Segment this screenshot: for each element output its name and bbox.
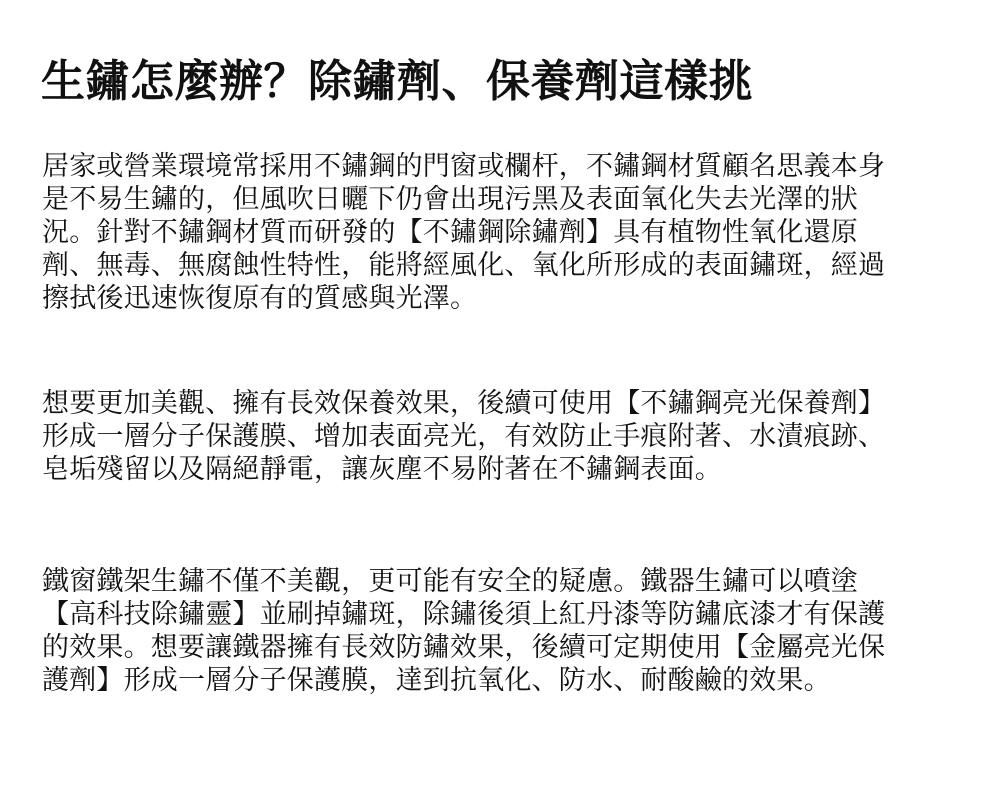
- paragraph-line: 想要更加美觀、擁有長效保養效果，後續可使用【不鏽鋼亮光保養劑】: [42, 388, 886, 419]
- paragraph-line: 擦拭後迅速恢復原有的質感與光澤。: [42, 283, 478, 314]
- paragraph-line: 護劑】形成一層分子保護膜，達到抗氧化、防水、耐酸鹼的效果。: [42, 665, 831, 696]
- paragraph-line: 居家或營業環境常採用不鏽鋼的門窗或欄杆，不鏽鋼材質顧名思義本身: [42, 151, 886, 182]
- paragraph-line: 【高科技除鏽靈】並刷掉鏽斑，除鏽後須上紅丹漆等防鏽底漆才有保護: [42, 599, 886, 630]
- paragraph-line: 皂垢殘留以及隔絕靜電，讓灰塵不易附著在不鏽鋼表面。: [42, 454, 722, 485]
- paragraph-line: 是不易生鏽的，但風吹日曬下仍會出現污黑及表面氧化失去光澤的狀: [42, 184, 858, 215]
- paragraph-line: 劑、無毒、無腐蝕性特性，能將經風化、氧化所形成的表面鏽斑，經過: [42, 250, 886, 281]
- paragraph-iron-rust-treatment: [42, 565, 957, 697]
- paragraph-line: 的效果。想要讓鐵器擁有長效防鏽效果，後續可定期使用【金屬亮光保: [42, 632, 886, 663]
- article-title: 生鏽怎麼辦？除鏽劑、保養劑這樣挑: [41, 56, 753, 107]
- paragraph-stainless-steel-rust-remover: [42, 150, 957, 315]
- paragraph-line: 鐵窗鐵架生鏽不僅不美觀，更可能有安全的疑慮。鐵器生鏽可以噴塗: [42, 566, 858, 597]
- paragraph-line: 形成一層分子保護膜、增加表面亮光，有效防止手痕附著、水漬痕跡、: [42, 421, 886, 452]
- paragraph-stainless-steel-polish: [42, 387, 957, 486]
- paragraph-line: 況。針對不鏽鋼材質而研發的【不鏽鋼除鏽劑】具有植物性氧化還原: [42, 217, 858, 248]
